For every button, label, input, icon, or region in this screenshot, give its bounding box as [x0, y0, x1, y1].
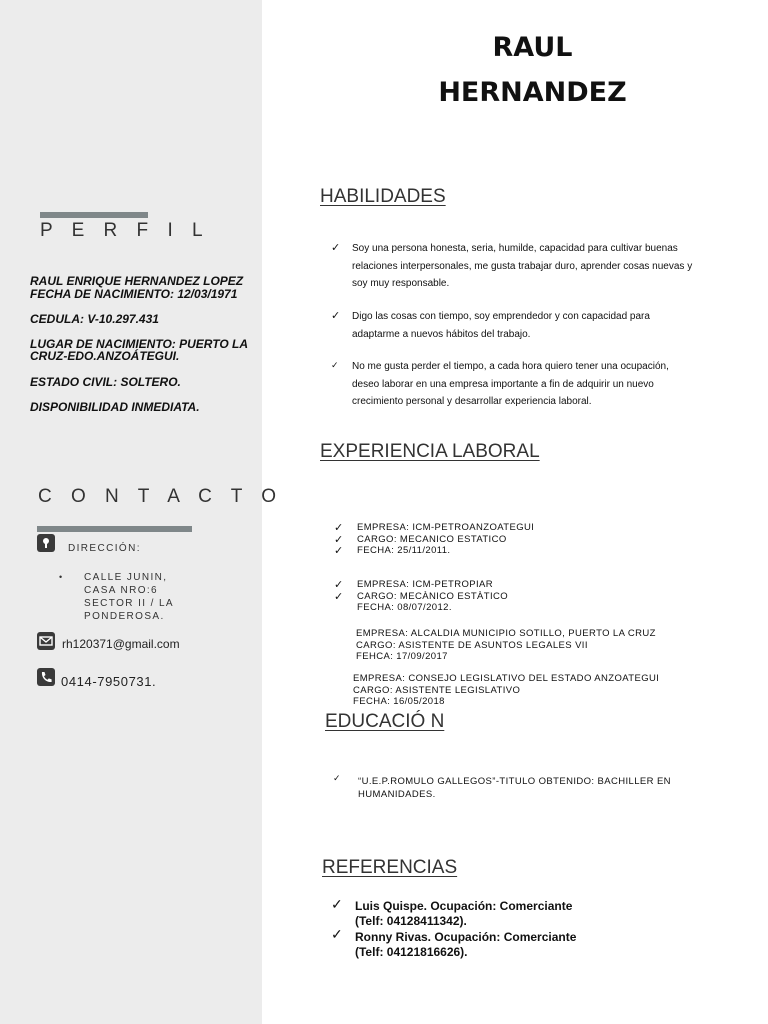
name-line-2: HERNANDEZ: [438, 77, 627, 108]
reference-2-phone: (Telf: 04121816626).: [355, 945, 468, 959]
reference-2-name: Ronny Rivas. Ocupación: Comerciante: [355, 930, 577, 944]
job-2-cargo: CARGO: MECÀNICO ESTÀTICO: [357, 590, 509, 602]
experiencia-title: EXPERIENCIA LABORAL: [320, 441, 540, 462]
phone-number[interactable]: 0414-7950731.: [61, 674, 157, 689]
address-line-4: PONDEROSA.: [84, 611, 165, 622]
reference-1-phone: (Telf: 04128411342).: [355, 914, 467, 928]
check-icon: ✓: [334, 591, 344, 603]
address-line-3: SECTOR II / LA: [84, 598, 174, 609]
job-1-empresa: EMPRESA: ICM-PETROANZOATEGUI: [357, 522, 535, 533]
job-1: [357, 522, 534, 557]
check-icon: ✓: [331, 360, 339, 370]
job-2-fecha: FECHA: 08/07/2012.: [357, 602, 452, 613]
skill-3-line-3: crecimiento personal y desarrollar experiencia laboral.: [352, 396, 592, 407]
skill-1-line-2: relaciones interpersonales, me gusta trabajar duro, aprender cosas nuevas y: [352, 260, 693, 272]
perfil-civil-status: ESTADO CIVIL: SOLTERO.: [30, 375, 181, 389]
check-icon: ✓: [331, 926, 343, 942]
perfil-divider: [40, 212, 148, 218]
job-2: [357, 579, 508, 614]
address-line-1: CALLE JUNIN,: [84, 572, 168, 583]
email-link[interactable]: rh120371@gmail.com: [62, 637, 180, 651]
sidebar: [0, 0, 262, 1024]
job-4-cargo: CARGO: ASISTENTE LEGISLATIVO: [353, 684, 521, 696]
job-3-cargo: CARGO: ASISTENTE DE ASUNTOS LEGALES VII: [356, 639, 588, 651]
perfil-birthplace-2: CRUZ-EDO.ANZOÁTEGUI.: [30, 349, 180, 363]
skill-1-line-3: soy muy responsable.: [352, 278, 450, 289]
education-line-2: HUMANIDADES.: [358, 789, 436, 800]
check-icon: ✓: [334, 534, 344, 546]
reference-1: [355, 899, 572, 929]
job-3-empresa: EMPRESA: ALCALDIA MUNICIPIO SOTILLO, PUERTO LA CRUZ: [356, 628, 656, 639]
perfil-birth-date: FECHA DE NACIMIENTO: 12/03/1971: [30, 287, 238, 301]
job-4-fecha: FECHA: 16/05/2018: [353, 696, 445, 707]
check-icon: ✓: [331, 896, 343, 912]
check-icon: ✓: [333, 773, 341, 783]
phone-icon: [37, 668, 55, 686]
skill-1-line-1: Soy una persona honesta, seria, humilde, capacidad para cultivar buenas: [352, 243, 678, 254]
perfil-birthplace-1: LUGAR DE NACIMIENTO: PUERTO LA: [30, 337, 249, 351]
direccion-label: DIRECCIÓN:: [68, 543, 141, 554]
check-icon: ✓: [331, 310, 341, 322]
job-4: [353, 673, 659, 708]
skill-3-line-1: No me gusta perder el tiempo, a cada hora quiero tener una ocupación,: [352, 361, 669, 372]
job-1-cargo: CARGO: MECANICO ESTATICO: [357, 533, 507, 545]
skill-3-line-2: deseo laborar en una empresa importante a fin de adquirir un nuevo: [352, 378, 654, 390]
job-1-fecha: FECHA: 25/11/2011.: [357, 545, 451, 556]
job-3: [356, 628, 656, 663]
email-icon: [37, 632, 55, 650]
skill-2-line-1: Digo las cosas con tiempo, soy emprendedor y con capacidad para: [352, 311, 650, 322]
habilidades-title: HABILIDADES: [320, 186, 446, 207]
referencias-title: REFERENCIAS: [322, 857, 458, 878]
perfil-title: P E R F I L: [40, 220, 210, 241]
check-icon: ✓: [334, 579, 344, 591]
reference-2: [355, 930, 576, 960]
educacion-title: EDUCACIÓ N: [325, 711, 445, 732]
job-2-empresa: EMPRESA: ICM-PETROPIAR: [357, 579, 494, 590]
skill-2-line-2: adaptarme a nuevos hábitos del trabajo.: [352, 328, 531, 340]
education-item: [358, 775, 671, 801]
skill-item-3: [352, 358, 737, 411]
check-icon: ✓: [331, 242, 341, 254]
job-4-empresa: EMPRESA: CONSEJO LEGISLATIVO DEL ESTADO ANZOATEGUI: [353, 673, 660, 684]
check-icon: ✓: [334, 522, 344, 534]
check-icon: ✓: [334, 545, 344, 557]
address-line-2: CASA NRO:6: [84, 585, 159, 596]
address-bullet: •: [59, 572, 63, 582]
perfil-availability: DISPONIBILIDAD INMEDIATA.: [30, 400, 200, 414]
education-line-1: “U.E.P.ROMULO GALLEGOS”-TITULO OBTENIDO: BACHILLER EN: [358, 776, 671, 787]
location-icon: [37, 534, 55, 552]
contacto-divider: [37, 526, 192, 532]
skill-item-2: [352, 308, 737, 343]
perfil-cedula: CEDULA: V-10.297.431: [30, 312, 159, 326]
skill-item-1: [352, 240, 737, 293]
perfil-full-name: RAUL ENRIQUE HERNANDEZ LOPEZ: [30, 274, 244, 288]
contacto-title: C O N T A C T O: [38, 486, 284, 507]
job-3-fecha: FEHCA: 17/09/2017: [356, 651, 448, 662]
reference-1-name: Luis Quispe. Ocupación: Comerciante: [355, 899, 573, 913]
name-line-1: RAUL: [492, 32, 573, 63]
